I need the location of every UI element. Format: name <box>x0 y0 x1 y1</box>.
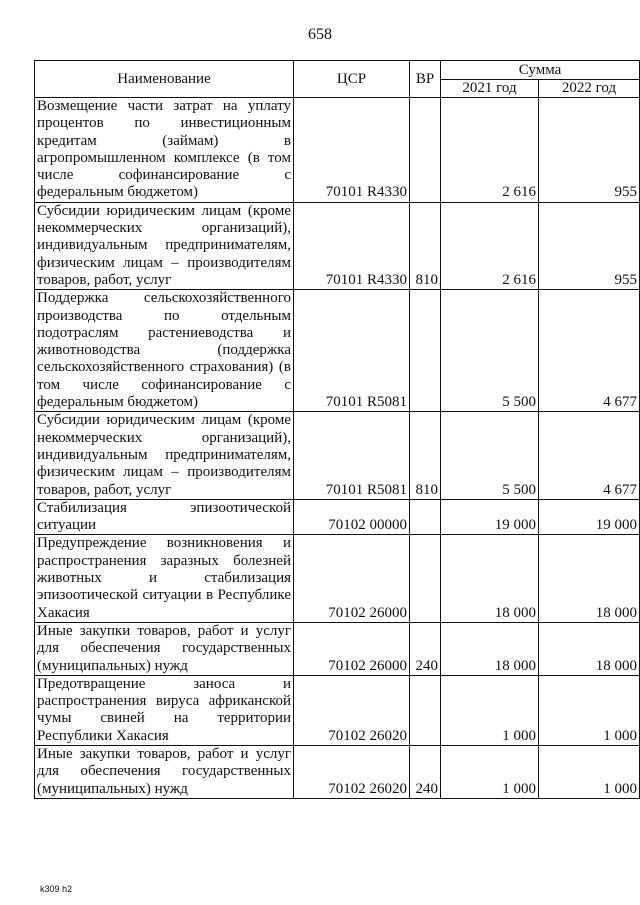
table-row <box>35 412 640 499</box>
row-amount-2021: 2 616 <box>441 202 539 289</box>
row-name: Субсидии юридическим лицам (кроме некоммерческих организаций), индивидуальным предпринимателям, физическим лицам – производителям товаров, работ, услуг <box>35 202 294 289</box>
row-csr: 70102 26000 <box>294 622 410 675</box>
row-name: Возмещение части затрат на уплату процентов по инвестиционным кредитам (займам) в агропромышленном комплексе (в том числе софинансирование с федеральным бюджетом) <box>35 98 294 203</box>
row-amount-2021: 18 000 <box>441 535 539 622</box>
table-body <box>35 98 640 799</box>
row-amount-2022: 4 677 <box>539 412 640 499</box>
row-amount-2022: 1 000 <box>539 745 640 798</box>
row-name: Субсидии юридическим лицам (кроме некоммерческих организаций), индивидуальным предпринимателям, физическим лицам – производителям товаров, работ, услуг <box>35 412 294 499</box>
row-amount-2022: 19 000 <box>539 499 640 535</box>
row-amount-2022: 18 000 <box>539 535 640 622</box>
budget-table <box>34 60 640 799</box>
row-amount-2022: 955 <box>539 98 640 203</box>
row-vr: 810 <box>410 202 441 289</box>
row-amount-2022: 1 000 <box>539 675 640 745</box>
header-sum: Сумма <box>441 61 640 80</box>
header-year-2021: 2021 год <box>441 80 539 98</box>
row-vr <box>410 290 441 412</box>
header-vr: ВР <box>410 61 441 98</box>
row-name: Предупреждение возникновения и распространения заразных болезней животных и стабилизация эпизоотической ситуации в Республике Хакасия <box>35 535 294 622</box>
row-vr: 240 <box>410 745 441 798</box>
row-name: Поддержка сельскохозяйственного производства по отдельным подотраслям растениеводства и животноводства (поддержка сельскохозяйственного страхования) (в том числе софинансирование с федеральным бюджетом) <box>35 290 294 412</box>
header-year-2022: 2022 год <box>539 80 640 98</box>
row-vr <box>410 535 441 622</box>
row-amount-2022: 18 000 <box>539 622 640 675</box>
row-csr: 70101 R5081 <box>294 290 410 412</box>
table-row <box>35 499 640 535</box>
row-csr: 70101 R4330 <box>294 202 410 289</box>
row-amount-2021: 18 000 <box>441 622 539 675</box>
row-vr: 810 <box>410 412 441 499</box>
header-csr: ЦСР <box>294 61 410 98</box>
row-name: Иные закупки товаров, работ и услуг для обеспечения государственных (муниципальных) нужд <box>35 745 294 798</box>
row-csr: 70102 26000 <box>294 535 410 622</box>
row-amount-2021: 2 616 <box>441 98 539 203</box>
table-row <box>35 745 640 798</box>
row-vr: 240 <box>410 622 441 675</box>
row-csr: 70102 26020 <box>294 745 410 798</box>
row-csr: 70102 26020 <box>294 675 410 745</box>
row-csr: 70101 R4330 <box>294 98 410 203</box>
table-row <box>35 675 640 745</box>
row-name: Иные закупки товаров, работ и услуг для обеспечения государственных (муниципальных) нужд <box>35 622 294 675</box>
table-row <box>35 535 640 622</box>
table-row <box>35 622 640 675</box>
row-amount-2021: 5 500 <box>441 290 539 412</box>
row-csr: 70102 00000 <box>294 499 410 535</box>
row-csr: 70101 R5081 <box>294 412 410 499</box>
row-amount-2022: 4 677 <box>539 290 640 412</box>
table-row <box>35 98 640 203</box>
row-name: Предотвращение заноса и распространения вируса африканской чумы свиней на территории Республики Хакасия <box>35 675 294 745</box>
page-number: 658 <box>308 26 332 43</box>
row-amount-2022: 955 <box>539 202 640 289</box>
row-amount-2021: 5 500 <box>441 412 539 499</box>
row-vr <box>410 675 441 745</box>
row-amount-2021: 19 000 <box>441 499 539 535</box>
table-row <box>35 290 640 412</box>
row-vr <box>410 98 441 203</box>
row-amount-2021: 1 000 <box>441 675 539 745</box>
table-row <box>35 202 640 289</box>
row-amount-2021: 1 000 <box>441 745 539 798</box>
row-name: Стабилизация эпизоотической ситуации <box>35 499 294 535</box>
table-header-row <box>35 61 640 80</box>
row-vr <box>410 499 441 535</box>
footer-code: k309 h2 <box>40 884 73 894</box>
header-name: Наименование <box>35 61 294 98</box>
